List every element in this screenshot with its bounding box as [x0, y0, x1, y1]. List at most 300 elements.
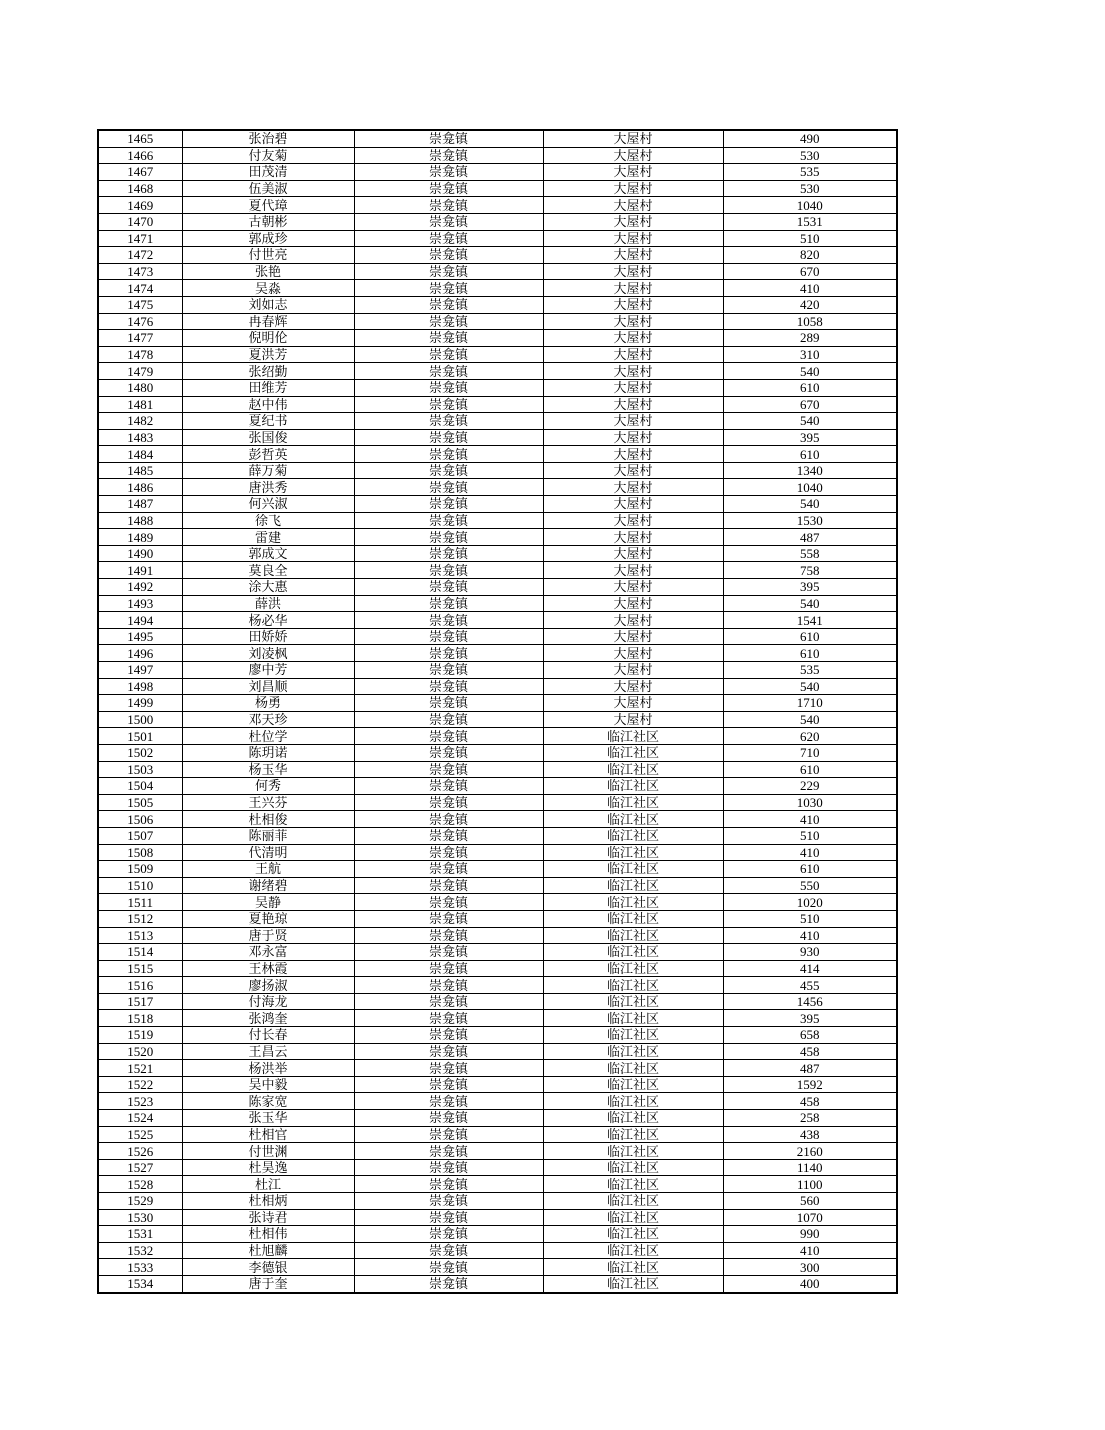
town-cell: 崇龛镇 — [354, 678, 543, 695]
amount-cell: 560 — [723, 1193, 897, 1210]
town-cell: 崇龛镇 — [354, 180, 543, 197]
table-row — [98, 230, 897, 247]
name-cell: 代清明 — [182, 844, 354, 861]
name-cell: 杜昊逸 — [182, 1159, 354, 1176]
table-row — [98, 1027, 897, 1044]
name-cell: 古朝彬 — [182, 213, 354, 230]
amount-cell: 289 — [723, 330, 897, 347]
table-row — [98, 363, 897, 380]
village-cell: 临江社区 — [543, 778, 723, 795]
table-row — [98, 894, 897, 911]
table-row — [98, 296, 897, 313]
name-cell: 杜相官 — [182, 1126, 354, 1143]
row-number-cell: 1530 — [98, 1209, 182, 1226]
row-number-cell: 1524 — [98, 1110, 182, 1127]
name-cell: 付世亮 — [182, 247, 354, 264]
row-number-cell: 1525 — [98, 1126, 182, 1143]
name-cell: 张绍勤 — [182, 363, 354, 380]
name-cell: 付海龙 — [182, 993, 354, 1010]
table-row — [98, 728, 897, 745]
amount-cell: 535 — [723, 662, 897, 679]
table-row — [98, 496, 897, 513]
town-cell: 崇龛镇 — [354, 728, 543, 745]
row-number-cell: 1475 — [98, 296, 182, 313]
row-number-cell: 1481 — [98, 396, 182, 413]
name-cell: 杜旭麟 — [182, 1242, 354, 1259]
village-cell: 临江社区 — [543, 1027, 723, 1044]
town-cell: 崇龛镇 — [354, 1159, 543, 1176]
village-cell: 临江社区 — [543, 811, 723, 828]
table-row — [98, 794, 897, 811]
row-number-cell: 1514 — [98, 944, 182, 961]
village-cell: 临江社区 — [543, 1226, 723, 1243]
row-number-cell: 1467 — [98, 164, 182, 181]
table-row — [98, 562, 897, 579]
village-cell: 临江社区 — [543, 1043, 723, 1060]
amount-cell: 658 — [723, 1027, 897, 1044]
table-row — [98, 263, 897, 280]
table-row — [98, 811, 897, 828]
village-cell: 临江社区 — [543, 861, 723, 878]
town-cell: 崇龛镇 — [354, 1259, 543, 1276]
village-cell: 大屋村 — [543, 313, 723, 330]
name-cell: 冉春辉 — [182, 313, 354, 330]
amount-cell: 670 — [723, 396, 897, 413]
amount-cell: 930 — [723, 944, 897, 961]
town-cell: 崇龛镇 — [354, 910, 543, 927]
table-row — [98, 512, 897, 529]
name-cell: 邓永富 — [182, 944, 354, 961]
name-cell: 杨必华 — [182, 612, 354, 629]
name-cell: 付长春 — [182, 1027, 354, 1044]
amount-cell: 610 — [723, 379, 897, 396]
amount-cell: 395 — [723, 579, 897, 596]
row-number-cell: 1498 — [98, 678, 182, 695]
table-row — [98, 396, 897, 413]
amount-cell: 510 — [723, 230, 897, 247]
village-cell: 临江社区 — [543, 1060, 723, 1077]
village-cell: 大屋村 — [543, 446, 723, 463]
table-row — [98, 977, 897, 994]
village-cell: 临江社区 — [543, 827, 723, 844]
name-cell: 田娇娇 — [182, 628, 354, 645]
name-cell: 倪明伦 — [182, 330, 354, 347]
row-number-cell: 1510 — [98, 877, 182, 894]
name-cell: 张玉华 — [182, 1110, 354, 1127]
town-cell: 崇龛镇 — [354, 744, 543, 761]
row-number-cell: 1526 — [98, 1143, 182, 1160]
amount-cell: 300 — [723, 1259, 897, 1276]
town-cell: 崇龛镇 — [354, 612, 543, 629]
table-row — [98, 197, 897, 214]
town-cell: 崇龛镇 — [354, 827, 543, 844]
table-row — [98, 579, 897, 596]
name-cell: 雷建 — [182, 529, 354, 546]
amount-cell: 1710 — [723, 695, 897, 712]
name-cell: 杨勇 — [182, 695, 354, 712]
name-cell: 刘昌顺 — [182, 678, 354, 695]
data-table — [97, 129, 898, 1294]
village-cell: 临江社区 — [543, 1159, 723, 1176]
table-row — [98, 147, 897, 164]
amount-cell: 610 — [723, 761, 897, 778]
row-number-cell: 1484 — [98, 446, 182, 463]
town-cell: 崇龛镇 — [354, 944, 543, 961]
village-cell: 大屋村 — [543, 579, 723, 596]
village-cell: 大屋村 — [543, 213, 723, 230]
table-row — [98, 628, 897, 645]
row-number-cell: 1504 — [98, 778, 182, 795]
town-cell: 崇龛镇 — [354, 927, 543, 944]
name-cell: 夏艳琼 — [182, 910, 354, 927]
table-row — [98, 1126, 897, 1143]
row-number-cell: 1490 — [98, 545, 182, 562]
name-cell: 莫良全 — [182, 562, 354, 579]
table-row — [98, 678, 897, 695]
amount-cell: 620 — [723, 728, 897, 745]
row-number-cell: 1519 — [98, 1027, 182, 1044]
name-cell: 张艳 — [182, 263, 354, 280]
name-cell: 杨玉华 — [182, 761, 354, 778]
name-cell: 杜相俊 — [182, 811, 354, 828]
name-cell: 田维芳 — [182, 379, 354, 396]
amount-cell: 710 — [723, 744, 897, 761]
name-cell: 王航 — [182, 861, 354, 878]
town-cell: 崇龛镇 — [354, 1010, 543, 1027]
name-cell: 薛洪 — [182, 595, 354, 612]
row-number-cell: 1501 — [98, 728, 182, 745]
name-cell: 何秀 — [182, 778, 354, 795]
table-row — [98, 695, 897, 712]
amount-cell: 410 — [723, 1242, 897, 1259]
table-row — [98, 645, 897, 662]
row-number-cell: 1471 — [98, 230, 182, 247]
table-row — [98, 877, 897, 894]
village-cell: 大屋村 — [543, 711, 723, 728]
name-cell: 陈家宽 — [182, 1093, 354, 1110]
town-cell: 崇龛镇 — [354, 429, 543, 446]
town-cell: 崇龛镇 — [354, 993, 543, 1010]
table-row — [98, 1193, 897, 1210]
town-cell: 崇龛镇 — [354, 1226, 543, 1243]
row-number-cell: 1533 — [98, 1259, 182, 1276]
table-row — [98, 1076, 897, 1093]
town-cell: 崇龛镇 — [354, 529, 543, 546]
name-cell: 杜江 — [182, 1176, 354, 1193]
town-cell: 崇龛镇 — [354, 579, 543, 596]
amount-cell: 510 — [723, 827, 897, 844]
town-cell: 崇龛镇 — [354, 346, 543, 363]
amount-cell: 2160 — [723, 1143, 897, 1160]
row-number-cell: 1527 — [98, 1159, 182, 1176]
name-cell: 陈玥诺 — [182, 744, 354, 761]
table-row — [98, 180, 897, 197]
town-cell: 崇龛镇 — [354, 130, 543, 147]
table-row — [98, 861, 897, 878]
table-row — [98, 761, 897, 778]
amount-cell: 530 — [723, 147, 897, 164]
name-cell: 彭哲英 — [182, 446, 354, 463]
village-cell: 大屋村 — [543, 562, 723, 579]
town-cell: 崇龛镇 — [354, 811, 543, 828]
town-cell: 崇龛镇 — [354, 1043, 543, 1060]
row-number-cell: 1488 — [98, 512, 182, 529]
town-cell: 崇龛镇 — [354, 761, 543, 778]
table-row — [98, 429, 897, 446]
village-cell: 临江社区 — [543, 877, 723, 894]
town-cell: 崇龛镇 — [354, 1093, 543, 1110]
town-cell: 崇龛镇 — [354, 662, 543, 679]
amount-cell: 258 — [723, 1110, 897, 1127]
amount-cell: 1340 — [723, 462, 897, 479]
row-number-cell: 1494 — [98, 612, 182, 629]
row-number-cell: 1502 — [98, 744, 182, 761]
row-number-cell: 1476 — [98, 313, 182, 330]
row-number-cell: 1532 — [98, 1242, 182, 1259]
village-cell: 大屋村 — [543, 695, 723, 712]
row-number-cell: 1531 — [98, 1226, 182, 1243]
amount-cell: 1530 — [723, 512, 897, 529]
town-cell: 崇龛镇 — [354, 263, 543, 280]
name-cell: 唐洪秀 — [182, 479, 354, 496]
row-number-cell: 1474 — [98, 280, 182, 297]
row-number-cell: 1534 — [98, 1275, 182, 1292]
row-number-cell: 1515 — [98, 960, 182, 977]
village-cell: 大屋村 — [543, 595, 723, 612]
name-cell: 赵中伟 — [182, 396, 354, 413]
amount-cell: 540 — [723, 595, 897, 612]
name-cell: 唐于奎 — [182, 1275, 354, 1292]
village-cell: 大屋村 — [543, 479, 723, 496]
town-cell: 崇龛镇 — [354, 695, 543, 712]
table-row — [98, 479, 897, 496]
town-cell: 崇龛镇 — [354, 213, 543, 230]
row-number-cell: 1486 — [98, 479, 182, 496]
amount-cell: 1058 — [723, 313, 897, 330]
row-number-cell: 1479 — [98, 363, 182, 380]
row-number-cell: 1497 — [98, 662, 182, 679]
town-cell: 崇龛镇 — [354, 462, 543, 479]
town-cell: 崇龛镇 — [354, 313, 543, 330]
amount-cell: 229 — [723, 778, 897, 795]
village-cell: 大屋村 — [543, 247, 723, 264]
village-cell: 大屋村 — [543, 147, 723, 164]
amount-cell: 540 — [723, 363, 897, 380]
table-row — [98, 944, 897, 961]
name-cell: 杨洪举 — [182, 1060, 354, 1077]
table-row — [98, 993, 897, 1010]
village-cell: 大屋村 — [543, 330, 723, 347]
amount-cell: 758 — [723, 562, 897, 579]
amount-cell: 540 — [723, 678, 897, 695]
row-number-cell: 1491 — [98, 562, 182, 579]
table-row — [98, 379, 897, 396]
village-cell: 临江社区 — [543, 977, 723, 994]
name-cell: 付世渊 — [182, 1143, 354, 1160]
table-row — [98, 346, 897, 363]
table-row — [98, 164, 897, 181]
row-number-cell: 1468 — [98, 180, 182, 197]
name-cell: 夏纪书 — [182, 413, 354, 430]
table-row — [98, 1275, 897, 1292]
row-number-cell: 1509 — [98, 861, 182, 878]
name-cell: 付友菊 — [182, 147, 354, 164]
amount-cell: 410 — [723, 927, 897, 944]
village-cell: 临江社区 — [543, 944, 723, 961]
amount-cell: 1592 — [723, 1076, 897, 1093]
village-cell: 临江社区 — [543, 1093, 723, 1110]
town-cell: 崇龛镇 — [354, 562, 543, 579]
amount-cell: 490 — [723, 130, 897, 147]
row-number-cell: 1505 — [98, 794, 182, 811]
village-cell: 大屋村 — [543, 545, 723, 562]
town-cell: 崇龛镇 — [354, 379, 543, 396]
town-cell: 崇龛镇 — [354, 1242, 543, 1259]
amount-cell: 438 — [723, 1126, 897, 1143]
table-row — [98, 612, 897, 629]
name-cell: 田茂清 — [182, 164, 354, 181]
town-cell: 崇龛镇 — [354, 230, 543, 247]
town-cell: 崇龛镇 — [354, 1060, 543, 1077]
table-row — [98, 213, 897, 230]
town-cell: 崇龛镇 — [354, 711, 543, 728]
village-cell: 临江社区 — [543, 1193, 723, 1210]
row-number-cell: 1473 — [98, 263, 182, 280]
table-row — [98, 545, 897, 562]
name-cell: 伍美淑 — [182, 180, 354, 197]
amount-cell: 1531 — [723, 213, 897, 230]
town-cell: 崇龛镇 — [354, 977, 543, 994]
amount-cell: 1140 — [723, 1159, 897, 1176]
village-cell: 大屋村 — [543, 496, 723, 513]
village-cell: 临江社区 — [543, 1209, 723, 1226]
town-cell: 崇龛镇 — [354, 363, 543, 380]
amount-cell: 487 — [723, 529, 897, 546]
row-number-cell: 1472 — [98, 247, 182, 264]
town-cell: 崇龛镇 — [354, 147, 543, 164]
village-cell: 临江社区 — [543, 960, 723, 977]
name-cell: 郭成珍 — [182, 230, 354, 247]
village-cell: 大屋村 — [543, 413, 723, 430]
table-row — [98, 1060, 897, 1077]
town-cell: 崇龛镇 — [354, 1126, 543, 1143]
row-number-cell: 1492 — [98, 579, 182, 596]
town-cell: 崇龛镇 — [354, 197, 543, 214]
name-cell: 刘凌枫 — [182, 645, 354, 662]
table-row — [98, 313, 897, 330]
table-row — [98, 280, 897, 297]
table-row — [98, 1043, 897, 1060]
amount-cell: 540 — [723, 711, 897, 728]
name-cell: 夏洪芳 — [182, 346, 354, 363]
village-cell: 临江社区 — [543, 1259, 723, 1276]
village-cell: 临江社区 — [543, 1143, 723, 1160]
row-number-cell: 1482 — [98, 413, 182, 430]
row-number-cell: 1522 — [98, 1076, 182, 1093]
row-number-cell: 1516 — [98, 977, 182, 994]
town-cell: 崇龛镇 — [354, 479, 543, 496]
village-cell: 大屋村 — [543, 130, 723, 147]
amount-cell: 530 — [723, 180, 897, 197]
name-cell: 张鸿奎 — [182, 1010, 354, 1027]
row-number-cell: 1477 — [98, 330, 182, 347]
village-cell: 临江社区 — [543, 744, 723, 761]
village-cell: 大屋村 — [543, 678, 723, 695]
row-number-cell: 1499 — [98, 695, 182, 712]
amount-cell: 1030 — [723, 794, 897, 811]
table-row — [98, 330, 897, 347]
village-cell: 临江社区 — [543, 1110, 723, 1127]
row-number-cell: 1478 — [98, 346, 182, 363]
village-cell: 临江社区 — [543, 1242, 723, 1259]
row-number-cell: 1521 — [98, 1060, 182, 1077]
village-cell: 大屋村 — [543, 230, 723, 247]
row-number-cell: 1500 — [98, 711, 182, 728]
town-cell: 崇龛镇 — [354, 512, 543, 529]
village-cell: 大屋村 — [543, 363, 723, 380]
town-cell: 崇龛镇 — [354, 861, 543, 878]
row-number-cell: 1520 — [98, 1043, 182, 1060]
town-cell: 崇龛镇 — [354, 164, 543, 181]
town-cell: 崇龛镇 — [354, 1143, 543, 1160]
town-cell: 崇龛镇 — [354, 894, 543, 911]
row-number-cell: 1503 — [98, 761, 182, 778]
row-number-cell: 1480 — [98, 379, 182, 396]
row-number-cell: 1487 — [98, 496, 182, 513]
row-number-cell: 1483 — [98, 429, 182, 446]
village-cell: 大屋村 — [543, 628, 723, 645]
town-cell: 崇龛镇 — [354, 280, 543, 297]
name-cell: 陈丽菲 — [182, 827, 354, 844]
table-row — [98, 462, 897, 479]
row-number-cell: 1508 — [98, 844, 182, 861]
name-cell: 吴淼 — [182, 280, 354, 297]
amount-cell: 395 — [723, 429, 897, 446]
name-cell: 王林霞 — [182, 960, 354, 977]
town-cell: 崇龛镇 — [354, 413, 543, 430]
amount-cell: 510 — [723, 910, 897, 927]
amount-cell: 558 — [723, 545, 897, 562]
table-row — [98, 1209, 897, 1226]
town-cell: 崇龛镇 — [354, 877, 543, 894]
town-cell: 崇龛镇 — [354, 1076, 543, 1093]
table-row — [98, 529, 897, 546]
amount-cell: 820 — [723, 247, 897, 264]
table-row — [98, 1226, 897, 1243]
amount-cell: 420 — [723, 296, 897, 313]
row-number-cell: 1489 — [98, 529, 182, 546]
row-number-cell: 1529 — [98, 1193, 182, 1210]
town-cell: 崇龛镇 — [354, 496, 543, 513]
amount-cell: 1541 — [723, 612, 897, 629]
amount-cell: 310 — [723, 346, 897, 363]
table-row — [98, 1176, 897, 1193]
name-cell: 薛万菊 — [182, 462, 354, 479]
town-cell: 崇龛镇 — [354, 1193, 543, 1210]
name-cell: 郭成文 — [182, 545, 354, 562]
town-cell: 崇龛镇 — [354, 330, 543, 347]
amount-cell: 1456 — [723, 993, 897, 1010]
village-cell: 临江社区 — [543, 794, 723, 811]
village-cell: 大屋村 — [543, 263, 723, 280]
name-cell: 徐飞 — [182, 512, 354, 529]
row-number-cell: 1518 — [98, 1010, 182, 1027]
row-number-cell: 1496 — [98, 645, 182, 662]
village-cell: 临江社区 — [543, 1076, 723, 1093]
amount-cell: 550 — [723, 877, 897, 894]
row-number-cell: 1495 — [98, 628, 182, 645]
amount-cell: 610 — [723, 645, 897, 662]
